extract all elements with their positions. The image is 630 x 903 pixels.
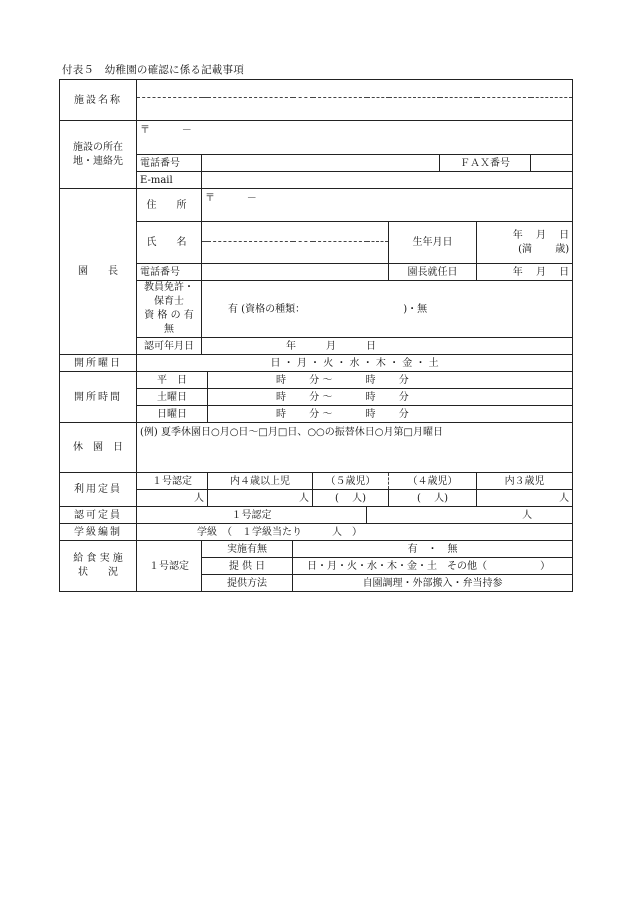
capacity-value-5[interactable]: 人 [477, 490, 573, 507]
facility-address-label: 施設の所在 地・連絡先 [60, 121, 137, 189]
facility-name-field[interactable] [137, 98, 573, 121]
class-system-label: 学級編制 [60, 524, 137, 541]
meals-category: １号認定 [137, 541, 202, 592]
director-birth-field[interactable]: 年 月 日 (満 歳) [477, 222, 573, 264]
form-caption: 付表５ 幼稚園の確認に係る記載事項 [62, 64, 244, 76]
open-hours-sunday-field[interactable]: 時 分 ～ 時 分 [208, 406, 573, 423]
approved-capacity-category: １号認定 [137, 507, 367, 524]
director-appointed-field[interactable]: 年 月 日 [477, 264, 573, 281]
open-hours-sunday-label: 日曜日 [137, 406, 208, 423]
director-birth-label: 生年月日 [389, 222, 477, 264]
director-label: 園 長 [60, 189, 137, 355]
meals-days-field[interactable]: 日・月・火・水・木・金・土 その他（ ） [293, 558, 573, 575]
open-days-label: 開所曜日 [60, 355, 137, 372]
closed-days-field[interactable]: (例) 夏季休園日○月○日～□月□日、○○の振替休日○月第□月曜日 [137, 423, 573, 473]
capacity-header-5: 内３歳児 [477, 473, 573, 490]
open-days-field[interactable]: 日 ・ 月 ・ 火 ・ 水 ・ 木 ・ 金 ・ 土 [137, 355, 573, 372]
facility-email-label: E-mail [137, 172, 202, 189]
meals-days-label: 提 供 日 [202, 558, 293, 575]
facility-email-field[interactable] [202, 172, 573, 189]
director-license-field[interactable]: 有 (資格の種類： )・無 [202, 281, 573, 338]
open-hours-label: 開所時間 [60, 372, 137, 423]
facility-tel-field[interactable] [202, 155, 440, 172]
capacity-value-2[interactable]: 人 [208, 490, 313, 507]
class-system-field[interactable]: 学級 （ １学級当たり 人 ） [137, 524, 573, 541]
meals-method-field[interactable]: 自園調理・外部搬入・弁当持参 [293, 575, 573, 592]
closed-days-label: 休 園 日 [60, 423, 137, 473]
director-appointed-label: 園長就任日 [389, 264, 477, 281]
open-hours-saturday-label: 土曜日 [137, 389, 208, 406]
open-hours-weekday-field[interactable]: 時 分 ～ 時 分 [208, 372, 573, 389]
approved-capacity-field[interactable]: 人 [367, 507, 573, 524]
facility-tel-label: 電話番号 [137, 155, 202, 172]
facility-name-label: 施設名称 [60, 80, 137, 121]
director-address-field[interactable]: 〒 － [202, 189, 573, 222]
director-name-field[interactable] [202, 242, 389, 264]
director-tel-field[interactable] [202, 264, 389, 281]
facility-fax-label: ＦＡＸ番号 [440, 155, 531, 172]
kindergarten-form-table [59, 79, 573, 592]
meals-method-label: 提供方法 [202, 575, 293, 592]
meals-label: 給 食 実 施 状 況 [60, 541, 137, 592]
open-hours-saturday-field[interactable]: 時 分 ～ 時 分 [208, 389, 573, 406]
capacity-label: 利用定員 [60, 473, 137, 507]
director-address-label: 住 所 [137, 189, 202, 222]
capacity-header-3: （５歳児） [313, 473, 389, 490]
director-name-label: 氏 名 [137, 222, 202, 264]
facility-address-field[interactable]: 〒 － [137, 121, 573, 155]
capacity-value-1[interactable]: 人 [137, 490, 208, 507]
capacity-header-2: 内４歳以上児 [208, 473, 313, 490]
capacity-value-4[interactable]: ( 人) [389, 490, 477, 507]
director-license-label: 教員免許・保育士 資 格 の 有 無 [137, 281, 202, 338]
meals-implemented-field[interactable]: 有 ・ 無 [293, 541, 573, 558]
capacity-header-4: （４歳児） [389, 473, 477, 490]
approval-date-field[interactable]: 年 月 日 [202, 338, 573, 355]
approval-date-label: 認可年月日 [137, 338, 202, 355]
director-tel-label: 電話番号 [137, 264, 202, 281]
capacity-value-3[interactable]: ( 人) [313, 490, 389, 507]
meals-implemented-label: 実施有無 [202, 541, 293, 558]
facility-fax-field[interactable] [531, 155, 573, 172]
director-name-furigana[interactable] [202, 222, 389, 242]
capacity-header-1: １号認定 [137, 473, 208, 490]
facility-name-furigana[interactable] [137, 80, 573, 98]
approved-capacity-label: 認可定員 [60, 507, 137, 524]
open-hours-weekday-label: 平 日 [137, 372, 208, 389]
